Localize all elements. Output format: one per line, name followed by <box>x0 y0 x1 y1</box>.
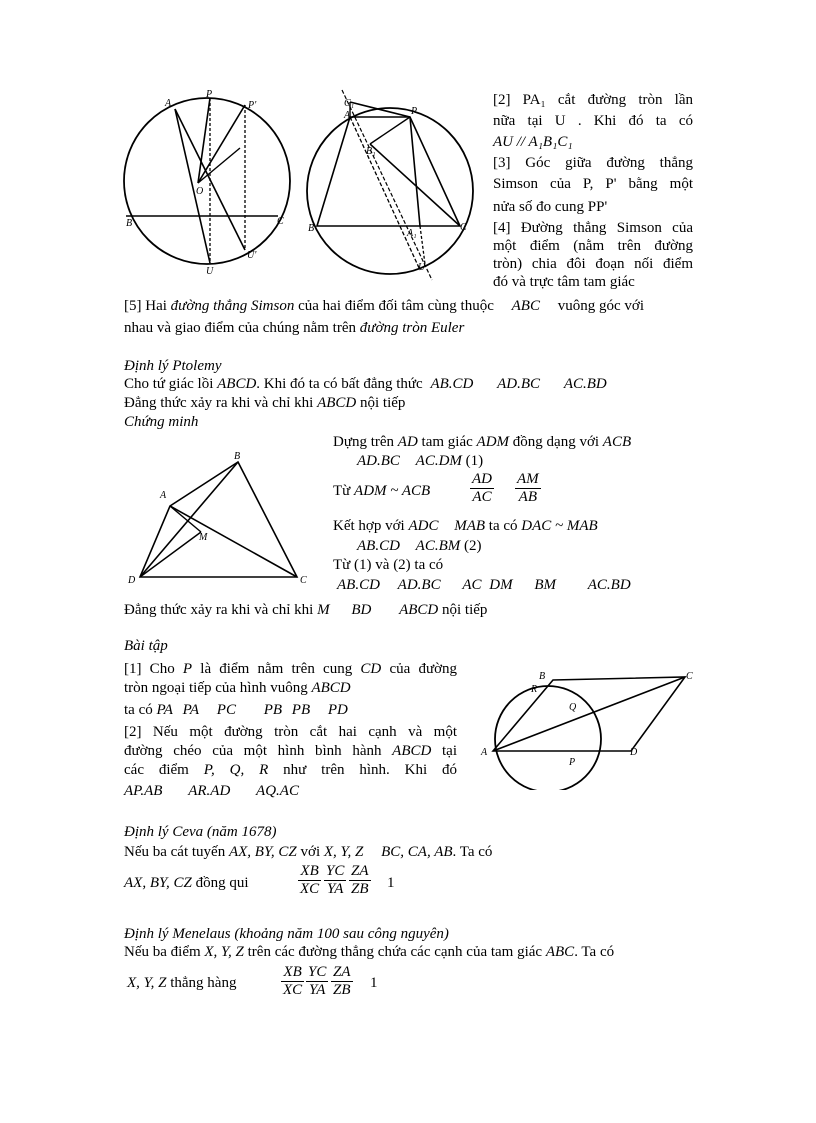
menelaus-title: Định lý Menelaus (khoảng năm 100 sau công nguyên) <box>124 926 449 942</box>
ceva-title: Định lý Ceva (năm 1678) <box>124 824 277 840</box>
menelaus-fraction-1: $\frac{XB}{XC}$ <box>283 964 303 998</box>
proof-step3: Từ ADM ~ ACB <box>333 483 431 499</box>
label-B1: B₁ <box>366 146 376 157</box>
ptolemy-equality-condition: Đẳng thức xảy ra khi và chỉ khi M BD ABCD nội tiếp <box>124 602 488 618</box>
ceva-fraction-3: $\frac{ZA}{ZB}$ <box>351 863 369 897</box>
fraction-AD-AC: $\frac{AD}{AC}$ <box>472 471 492 505</box>
label-C: C <box>686 671 693 682</box>
proof-step4: Kết hợp với ADC MAB ta có DAC ~ MAB <box>333 518 598 534</box>
exercise-block <box>124 660 457 801</box>
label-O: O <box>196 186 204 197</box>
prop2-line3: AU // A₁B₁C₁ <box>493 134 573 150</box>
ceva-rhs: 1 <box>387 875 395 891</box>
label-A: A <box>344 110 351 121</box>
label-P: P <box>569 757 576 768</box>
ceva-condition: AX, BY, CZ đồng qui <box>124 875 249 891</box>
prop5-line2: nhau và giao điểm của chúng nằm trên đường tròn Euler <box>124 320 465 336</box>
label-Up: U' <box>247 250 257 261</box>
menelaus-rhs: 1 <box>370 975 378 991</box>
ceva-fraction-2: $\frac{YC}{YA}$ <box>326 863 345 897</box>
menelaus-statement: Nếu ba điểm X, Y, Z trên các đường thẳng chứa các cạnh của tam giác ABC. Ta có <box>124 944 615 960</box>
label-A: A <box>160 490 167 501</box>
prop4-line4: đó và trực tâm tam giác <box>493 274 635 290</box>
exercise2-line1: [2] Nếu một đường tròn cắt hai cạnh và một <box>124 724 457 740</box>
ceva-statement: Nếu ba cát tuyến AX, BY, CZ với X, Y, Z BC, CA, AB. Ta có <box>124 844 493 860</box>
label-B: B <box>234 451 241 462</box>
simson-properties <box>493 90 693 291</box>
exercises-title: Bài tập <box>124 638 168 654</box>
ptolemy-title: Định lý Ptolemy <box>124 358 222 374</box>
exercise1-line3: ta có PA PA PC PB PB PD <box>124 702 348 718</box>
proof-step6: Từ (1) và (2) ta có <box>333 557 444 573</box>
simson-figure-1 <box>120 88 300 278</box>
label-C: C <box>460 222 467 233</box>
exercise2-line3: các điểm P, Q, R như trên hình. Khi đó <box>124 762 458 778</box>
prop3-line1: [3] Góc giữa đường thẳng <box>493 155 693 171</box>
ptolemy-figure <box>125 448 315 588</box>
prop5-line1: [5] Hai đường thẳng Simson của hai điểm đối tâm cùng thuộc ABC vuông góc với <box>124 298 644 314</box>
label-M: M <box>199 532 208 543</box>
exercise-figure <box>478 665 698 790</box>
menelaus-fraction-3: $\frac{ZA}{ZB}$ <box>333 964 351 998</box>
ptolemy-statement: Cho tứ giác lồi ABCD. Khi đó ta có bất đẳng thức AB.CD AD.BC AC.BD <box>124 376 607 392</box>
exercise2-line2: đường chéo của một hình bình hành ABCD tại <box>124 743 458 759</box>
prop3-line3: nửa số đo cung PP' <box>493 199 608 215</box>
simson-figure-2 <box>300 84 480 284</box>
label-B: B <box>539 671 546 682</box>
prop4-line1: [4] Đường thẳng Simson của <box>493 220 693 236</box>
label-C: C <box>277 216 284 227</box>
fraction-AM-AB: $\frac{AM}{AB}$ <box>517 471 539 505</box>
label-D: D <box>630 747 638 758</box>
menelaus-fraction-2: $\frac{YC}{YA}$ <box>308 964 327 998</box>
label-C: C <box>300 575 307 586</box>
prop2-line2: nữa tại U . Khi đó ta có <box>493 113 693 129</box>
proof-step5: AB.CD AC.BM (2) <box>357 538 482 554</box>
label-U: U <box>206 266 214 277</box>
menelaus-condition: X, Y, Z thẳng hàng <box>127 975 237 991</box>
label-A1: A₁ <box>407 228 417 239</box>
label-P: P <box>206 89 213 100</box>
prop4-line2: một điểm (nằm trên đường <box>493 238 693 254</box>
label-Pp: P' <box>248 100 257 111</box>
proof-step1: Dựng trên AD tam giác ADM đồng dạng với ACB <box>333 434 632 450</box>
label-U: U <box>418 262 426 273</box>
label-B: B <box>126 218 133 229</box>
ptolemy-equality: Đẳng thức xảy ra khi và chỉ khi ABCD nội tiếp <box>124 395 406 411</box>
exercise1-line1: [1] Cho P là điểm nằm trên cung CD của đường <box>124 661 458 677</box>
prop3-line2: Simson của P, P' bằng một <box>493 176 693 192</box>
label-C1: C₁ <box>344 98 355 109</box>
label-R: R <box>531 684 538 695</box>
proof-title: Chứng minh <box>124 414 199 430</box>
exercise1-line2: tròn ngoại tiếp của hình vuông ABCD <box>124 680 351 696</box>
proof-step2: AD.BC AC.DM (1) <box>357 453 484 469</box>
label-P: P <box>411 106 418 117</box>
prop2-line1: [2] PA₁ cắt đường tròn lần <box>493 92 693 108</box>
proof-step7: AB.CD AD.BC AC DM BM AC.BD <box>337 577 631 593</box>
label-B: B <box>308 223 315 234</box>
label-A: A <box>481 747 488 758</box>
ceva-fraction-1: $\frac{XB}{XC}$ <box>300 863 320 897</box>
prop4-line3: tròn) chia đôi đoạn nối điểm <box>493 256 693 272</box>
exercise2-line4: AP.AB AR.AD AQ.AC <box>124 783 299 799</box>
label-D: D <box>128 575 136 586</box>
label-A: A <box>165 98 172 109</box>
label-Q: Q <box>569 702 577 713</box>
